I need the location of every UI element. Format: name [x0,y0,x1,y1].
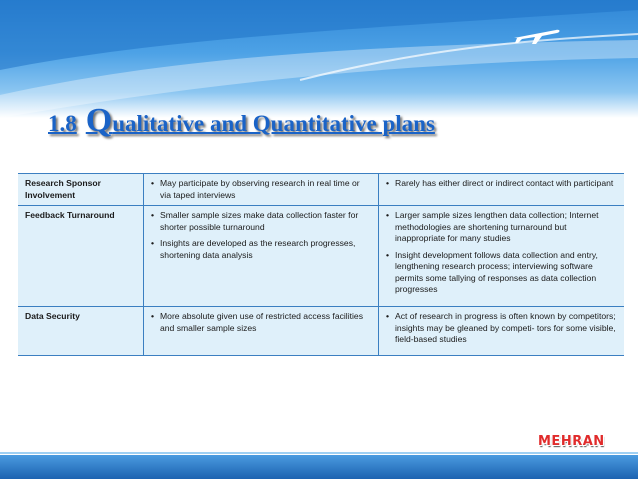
quantitative-cell [379,206,625,307]
airplane-icon [512,22,562,46]
item-text: More absolute given use of restricted access facilities and smaller sample sizes [160,311,364,333]
title-text: ualitative and Quantitative plans [112,111,435,136]
bullet-icon: • [386,249,390,260]
list-item [151,238,373,261]
qualitative-cell [144,174,379,206]
bullet-icon: • [151,238,155,248]
item-text: Rarely has either direct or indirect contact with participant [395,178,614,188]
item-text: May participate by observing research in real time or via taped interviews [160,178,360,200]
list-item [151,178,373,201]
title-number: 1.8 [48,111,77,136]
bullet-icon: • [386,210,390,220]
list-item [386,250,619,296]
item-text: Larger sample sizes lengthen data collection; Internet methodologies are shortening turnaround but inappropriate for many studies [395,210,599,243]
bullet-icon: • [386,178,390,188]
quantitative-cell [379,174,625,206]
qualitative-cell [144,206,379,307]
item-text: Insight development follows data collection and entry, lengthening research process; interviewing software permits some tallying of responses as data collection progresses [395,249,598,294]
item-text: Act of research in progress is often known by competitors; insights may be gleaned by competi- tors for some visible, field-based studies [395,311,616,344]
row-label: Research Sponsor Involvement [18,174,144,206]
header-banner [0,0,638,118]
slide-title [48,102,435,140]
list-item [151,210,373,233]
row-label: Feedback Turnaround [18,206,144,307]
comparison-table [18,173,624,356]
list-item [386,311,619,346]
bullet-icon: • [151,311,155,321]
item-text: Smaller sample sizes make data collection faster for shorter possible turnaround [160,210,359,232]
list-item [386,210,619,245]
bullet-icon: • [386,311,390,321]
footer-bar [0,455,638,479]
item-text: Insights are developed as the research progresses, shortening data analysis [160,238,356,260]
banner-swoosh-graphic [0,0,638,118]
list-item [151,311,373,334]
mehran-logo: MEHRAN [538,434,605,449]
footer-divider [0,452,638,454]
title-initial: Q [85,102,113,139]
quantitative-cell [379,307,625,356]
table-row [18,206,624,307]
table-row [18,307,624,356]
table-row [18,174,624,206]
row-label: Data Security [18,307,144,356]
qualitative-cell [144,307,379,356]
bullet-icon: • [151,210,155,220]
list-item [386,178,619,190]
bullet-icon: • [151,178,155,188]
